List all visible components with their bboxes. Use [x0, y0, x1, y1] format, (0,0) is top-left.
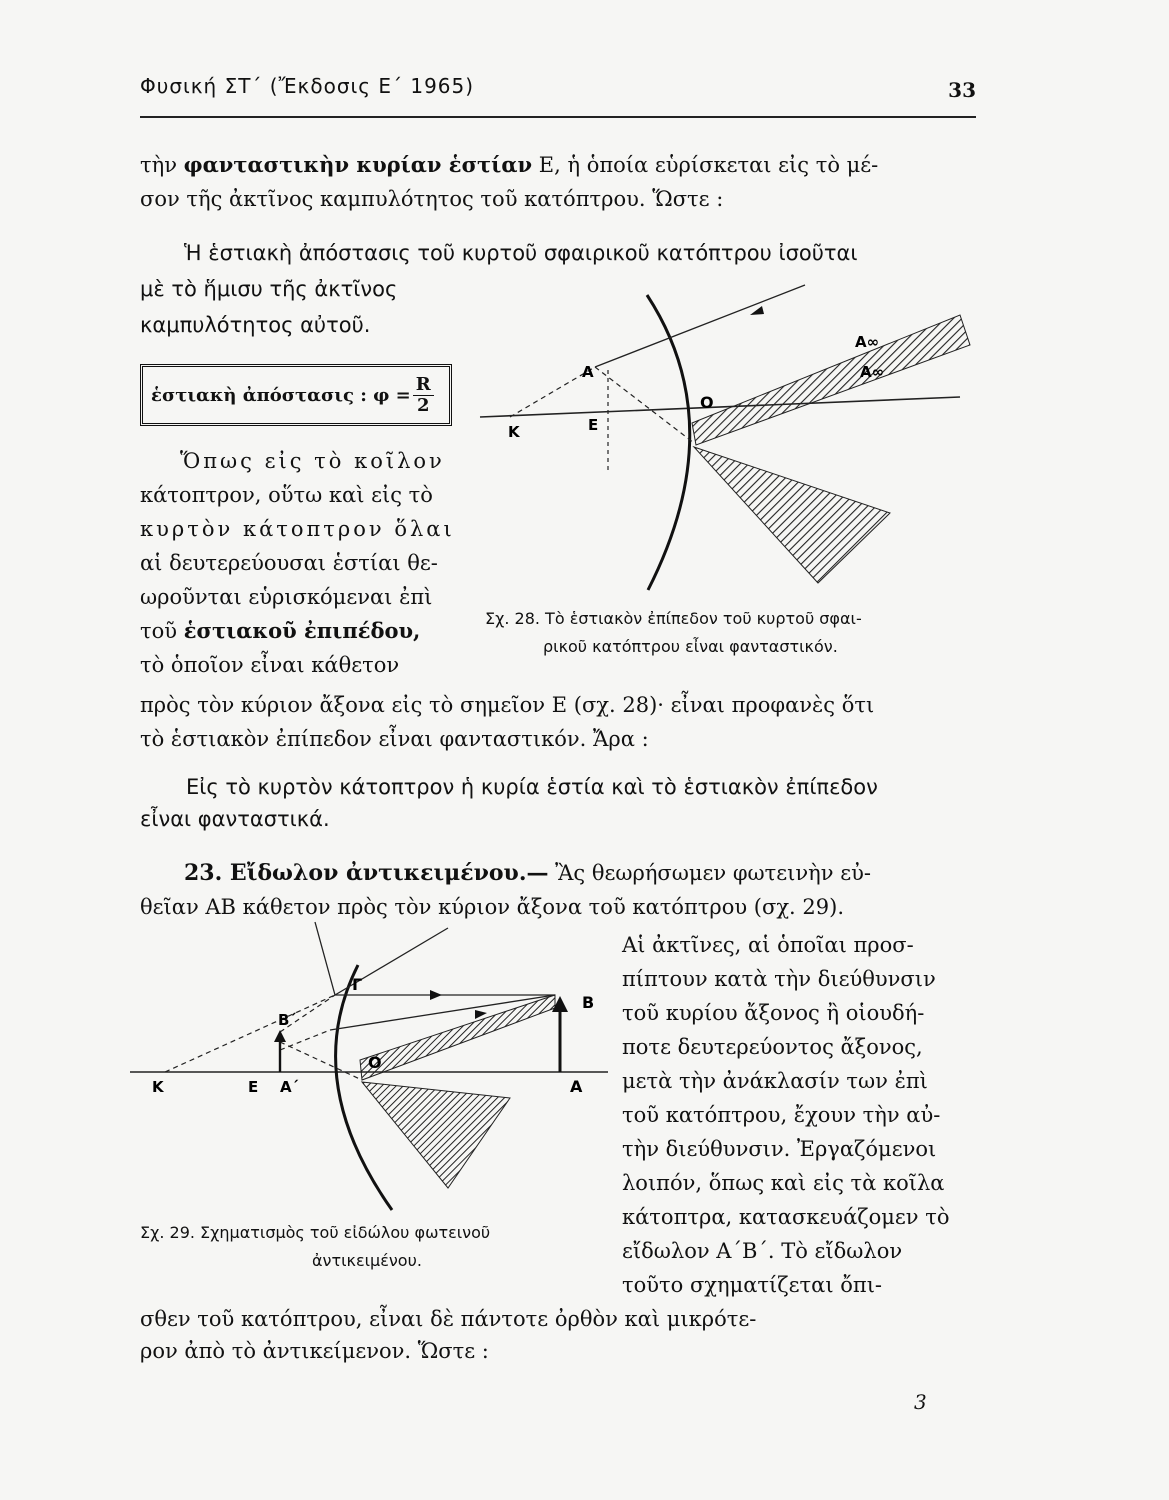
para2-line-7: τὸ ὁποῖον εἶναι κάθετον — [140, 653, 400, 677]
fig29-reflected-cone — [362, 1082, 510, 1188]
fig28-caption-line-2: ρικοῦ κατόπτρου εἶναι φανταστικόν. — [543, 637, 838, 656]
fig29-dashed-k — [165, 995, 335, 1072]
fig28-label-o: O — [700, 393, 714, 412]
rule2-line-2: εἶναι φανταστικά. — [140, 807, 330, 831]
section-line-2: θεῖαν ΑΒ κάθετον πρὸς τὸν κύριον ἄξονα τοῦ κατόπτρου (σχ. 29). — [140, 895, 844, 919]
rule1-line-1: Ἡ ἑστιακὴ ἀπόστασις τοῦ κυρτοῦ σφαιρικοῦ κατόπτρου ἰσοῦται — [184, 241, 858, 265]
intro-line-1: τὴν φανταστικὴν κυρίαν ἑστίαν Ε, ἡ ὁποία εὑρίσκεται εἰς τὸ μέ- — [140, 152, 879, 177]
fig28-dashed-back — [595, 367, 694, 443]
fig29-label-o: O — [368, 1053, 382, 1072]
fig29-label-b: B — [582, 993, 595, 1012]
para2-line-1: Ὅπως εἰς τὸ κοῖλον — [180, 449, 445, 473]
section-right-line-7: τὴν διεύθυνσιν. Ἐργαζόμενοι — [622, 1137, 937, 1161]
page-number: 33 — [948, 78, 976, 102]
section-heading: 23. Εἴδωλον ἀντικειμένου.— — [184, 860, 549, 886]
formula-label: ἑστιακὴ ἀπόστασις : φ = — [151, 384, 411, 406]
figure-28 — [470, 275, 975, 605]
intro-line-2: σον τῆς ἀκτῖνος καμπυλότητος τοῦ κατόπτρου. Ὥστε : — [140, 187, 724, 211]
fig28-shaded-beam — [692, 315, 970, 445]
fig28-reflected-cone — [694, 447, 890, 583]
section-right-line-8: λοιπόν, ὅπως καὶ εἰς τὰ κοῖλα — [622, 1171, 945, 1195]
fig28-caption-line-1: Σχ. 28. Τὸ ἑστιακὸν ἐπίπεδον τοῦ κυρτοῦ σφαι- — [485, 609, 862, 628]
fig28-label-e: E — [588, 416, 599, 434]
fig28-label-a: A — [582, 363, 594, 381]
fig29-label-k: K — [152, 1078, 164, 1096]
rule2-line-1: Εἰς τὸ κυρτὸν κάτοπτρον ἡ κυρία ἑστία καὶ τὸ ἑστιακὸν ἐπίπεδον — [186, 775, 878, 799]
formula-fraction — [413, 375, 434, 416]
section-right-line-10: εἴδωλον Α΄Β΄. Τὸ εἴδωλον — [622, 1239, 903, 1263]
fig28-mirror — [647, 295, 690, 590]
fig29-label-a: A — [570, 1077, 583, 1096]
section-right-line-1: Αἱ ἀκτῖνες, αἱ ὁποῖαι προσ- — [622, 933, 914, 957]
para2-line-9: τὸ ἑστιακὸν ἐπίπεδον εἶναι φανταστικόν. Ἄρα : — [140, 727, 649, 751]
fig29-label-gamma: Γ — [352, 975, 363, 994]
fig29-shaded-beam — [360, 995, 555, 1080]
section-right-line-9: κάτοπτρα, κατασκευάζομεν τὸ — [622, 1205, 950, 1229]
fig29-reflected-up-1 — [315, 922, 335, 995]
section-bottom-line-2: ρον ἀπὸ τὸ ἀντικείμενον. Ὥστε : — [140, 1339, 489, 1363]
fig28-label-a-inf-1: A∞ — [855, 333, 880, 351]
section-right-line-11: τοῦτο σχηματίζεται ὄπι- — [622, 1273, 883, 1297]
page-header — [140, 74, 976, 114]
header-title: Φυσική ΣΤ΄ (Ἔκδοσις Ε΄ 1965) — [140, 74, 475, 98]
fig29-arrow-1 — [430, 990, 442, 1000]
section-heading-line: 23. Εἴδωλον ἀντικειμένου.— Ἂς θεωρήσωμεν φωτεινὴν εὐ- — [184, 860, 871, 886]
rule1-line-2: μὲ τὸ ἥμισυ τῆς ἀκτῖνος — [140, 277, 398, 301]
para2-line-3: κυρτὸν κάτοπτρον ὅλαι — [140, 517, 455, 541]
formula-denominator: 2 — [416, 394, 430, 416]
fig29-caption-line-2: ἀντικειμένου. — [312, 1251, 422, 1270]
fig29-label-a-prime: A΄ — [280, 1078, 299, 1096]
section-right-line-6: τοῦ κατόπτρου, ἔχουν τὴν αὐ- — [622, 1103, 941, 1127]
fig29-caption-line-1: Σχ. 29. Σχηματισμὸς τοῦ εἰδώλου φωτεινοῦ — [140, 1223, 491, 1242]
fig29-dashed-3 — [280, 1042, 362, 1080]
fig29-image-arrowhead — [274, 1030, 286, 1042]
fig29-dashed-2 — [280, 1030, 330, 1050]
para2-line-8: πρὸς τὸν κύριον ἄξονα εἰς τὸ σημεῖον Ε (σχ. 28)· εἶναι προφανὲς ὅτι — [140, 693, 875, 717]
section-bottom-line-1: σθεν τοῦ κατόπτρου, εἶναι δὲ πάντοτε ὀρθὸν καὶ μικρότε- — [140, 1307, 757, 1331]
fig28-label-a-inf-2: A∞ — [860, 363, 885, 381]
fig29-label-e: E — [248, 1078, 259, 1096]
para2-line-6: τοῦ ἑστιακοῦ ἐπιπέδου, — [140, 618, 421, 643]
section-right-line-4: ποτε δευτερεύοντος ἄξονος, — [622, 1035, 923, 1059]
fig28-label-k: K — [508, 423, 520, 441]
signature-number: 3 — [914, 1390, 927, 1414]
section-right-line-3: τοῦ κυρίου ἄξονος ἢ οἱουδή- — [622, 1001, 925, 1025]
rule1-line-3: καμπυλότητος αὐτοῦ. — [140, 313, 371, 337]
fig29-label-b-prime: B΄ — [278, 1011, 297, 1029]
para2-line-2: κάτοπτρον, οὕτω καὶ εἰς τὸ — [140, 483, 433, 507]
header-rule — [140, 116, 976, 118]
figure-29 — [130, 920, 610, 1220]
para2-line-4: αἱ δευτερεύουσαι ἑστίαι θε- — [140, 551, 438, 575]
section-right-line-2: πίπτουν κατὰ τὴν διεύθυνσιν — [622, 967, 936, 991]
formula-box — [140, 364, 452, 426]
section-right-line-5: μετὰ τὴν ἀνάκλασίν των ἐπὶ — [622, 1069, 928, 1093]
fig29-arrow-2 — [475, 1010, 487, 1019]
fig28-arrow — [750, 306, 764, 315]
formula-numerator: R — [413, 375, 434, 396]
fig28-ray-top — [595, 285, 805, 367]
para2-line-5: ωροῦνται εὑρισκόμεναι ἐπὶ — [140, 585, 433, 609]
